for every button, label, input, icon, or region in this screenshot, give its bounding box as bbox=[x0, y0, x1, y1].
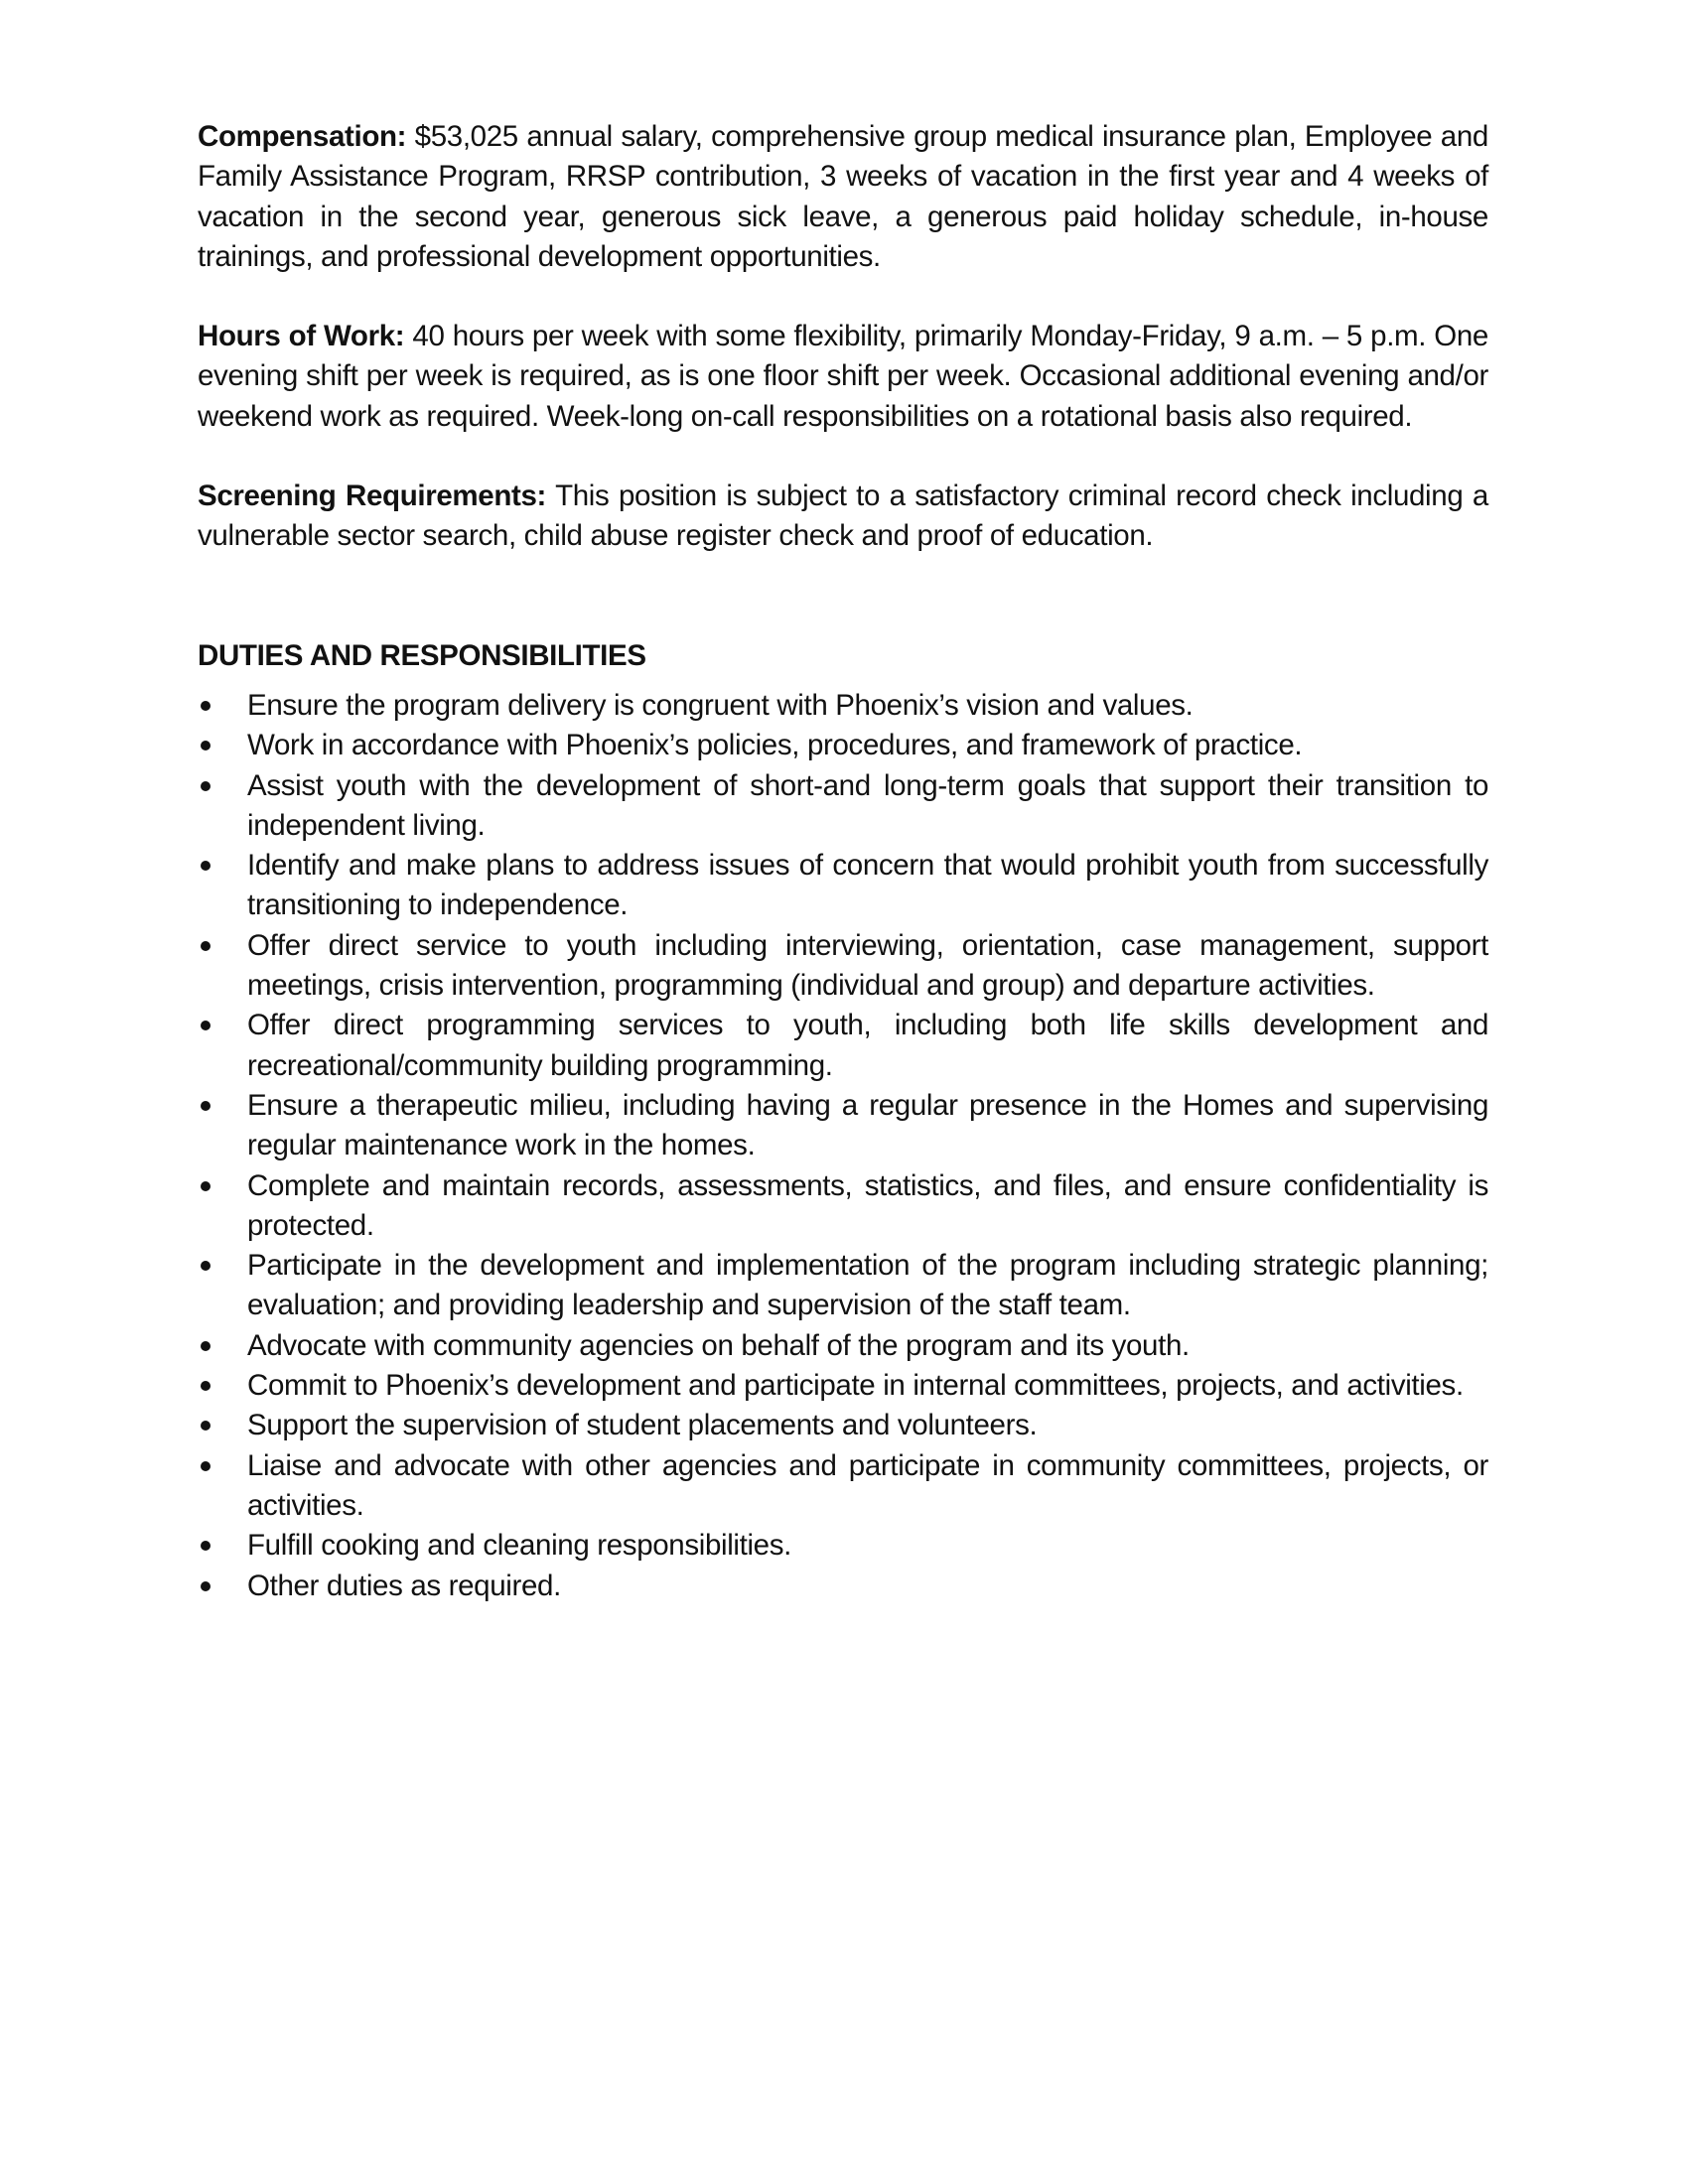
list-item: Support the supervision of student placements and volunteers. bbox=[198, 1406, 1488, 1445]
list-item: Assist youth with the development of short-and long-term goals that support their transition to independent living. bbox=[198, 766, 1488, 847]
list-item: Advocate with community agencies on behalf of the program and its youth. bbox=[198, 1326, 1488, 1366]
list-item: Offer direct programming services to youth, including both life skills development and recreational/community building programming. bbox=[198, 1006, 1488, 1086]
bullet-icon bbox=[198, 926, 211, 966]
duties-list bbox=[198, 686, 1488, 1606]
screening-text: This position is subject to a satisfactory criminal record check including a vulnerable sector search, child abuse register check and proof of education. bbox=[198, 479, 1488, 553]
compensation-label: Compensation: bbox=[198, 120, 407, 153]
document-page bbox=[198, 117, 1488, 1606]
bullet-icon bbox=[198, 1246, 211, 1286]
list-item: Offer direct service to youth including interviewing, orientation, case management, support meetings, crisis intervention, programming (individual and group) and departure activities. bbox=[198, 926, 1488, 1007]
bullet-icon bbox=[198, 1326, 211, 1366]
bullet-icon bbox=[198, 1446, 211, 1486]
list-item: Ensure the program delivery is congruent with Phoenix’s vision and values. bbox=[198, 686, 1488, 726]
screening-label: Screening Requirements: bbox=[198, 479, 547, 513]
bullet-icon bbox=[198, 1567, 211, 1606]
hours-label: Hours of Work: bbox=[198, 320, 405, 353]
compensation-paragraph bbox=[198, 117, 1488, 277]
bullet-icon bbox=[198, 1366, 211, 1406]
list-item: Commit to Phoenix’s development and participate in internal committees, projects, and activities. bbox=[198, 1366, 1488, 1406]
bullet-icon bbox=[198, 846, 211, 886]
list-item: Ensure a therapeutic milieu, including having a regular presence in the Homes and supervising regular maintenance work in the homes. bbox=[198, 1086, 1488, 1166]
bullet-icon bbox=[198, 686, 211, 726]
hours-text: 40 hours per week with some flexibility, primarily Monday-Friday, 9 a.m. – 5 p.m. One evening shift per week is required, as is one floor shift per week. Occasional additional evening and/or weekend work as required. Week-long on-call responsibilities on a rotational basis also required. bbox=[198, 320, 1488, 433]
list-item: Liaise and advocate with other agencies and participate in community committees, projects, or activities. bbox=[198, 1446, 1488, 1527]
duties-heading: DUTIES AND RESPONSIBILITIES bbox=[198, 638, 646, 672]
bullet-icon bbox=[198, 726, 211, 765]
list-item: Identify and make plans to address issues of concern that would prohibit youth from successfully transitioning to independence. bbox=[198, 846, 1488, 926]
bullet-icon bbox=[198, 1086, 211, 1126]
list-item: Other duties as required. bbox=[198, 1567, 1488, 1606]
bullet-icon bbox=[198, 1406, 211, 1445]
bullet-icon bbox=[198, 1006, 211, 1045]
hours-paragraph bbox=[198, 317, 1488, 437]
list-item: Participate in the development and implementation of the program including strategic planning; evaluation; and providing leadership and supervision of the staff team. bbox=[198, 1246, 1488, 1326]
bullet-icon bbox=[198, 1526, 211, 1566]
list-item: Work in accordance with Phoenix’s policies, procedures, and framework of practice. bbox=[198, 726, 1488, 765]
compensation-text: $53,025 annual salary, comprehensive group medical insurance plan, Employee and Family Assistance Program, RRSP contribution, 3 weeks of vacation in the first year and 4 weeks of vacation in the second year, generous sick leave, a generous paid holiday schedule, in-house trainings, and professional development opportunities. bbox=[198, 120, 1488, 273]
bullet-icon bbox=[198, 1166, 211, 1206]
bullet-icon bbox=[198, 766, 211, 806]
list-item: Fulfill cooking and cleaning responsibilities. bbox=[198, 1526, 1488, 1566]
screening-paragraph bbox=[198, 477, 1488, 557]
list-item: Complete and maintain records, assessments, statistics, and files, and ensure confidentiality is protected. bbox=[198, 1166, 1488, 1247]
